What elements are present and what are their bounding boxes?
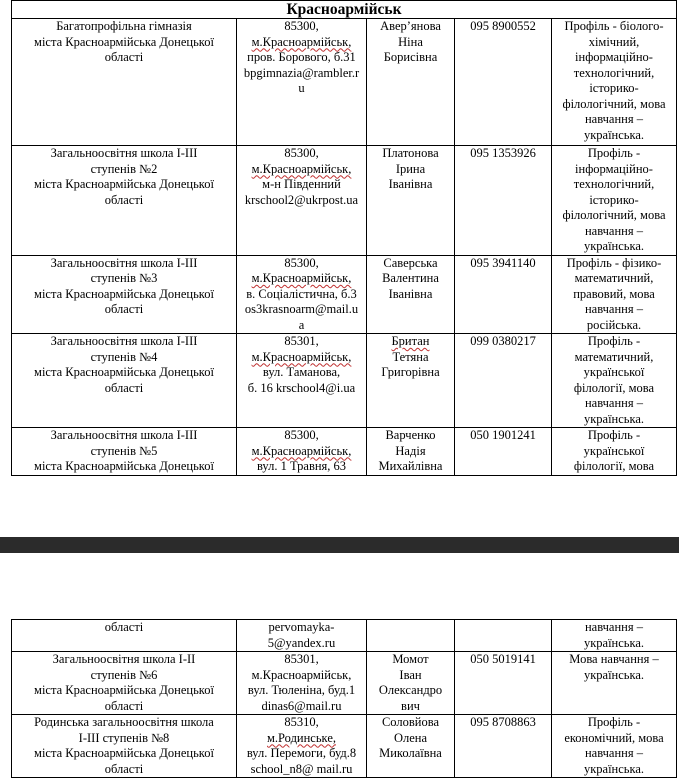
cell-text-line: в. Соціалістична, б.3 (246, 286, 357, 301)
cell-text-line: u (298, 81, 305, 95)
cell-text-line: Ніна (398, 34, 423, 49)
cell-text-line: області (104, 192, 144, 207)
cell-text-line: Британ (391, 334, 430, 348)
cell-text-line: українська. (583, 667, 645, 682)
profile-cell (552, 715, 677, 778)
cell-text-line: м.Красноармійськ, (251, 161, 352, 176)
cell-text-line: філології, мова (573, 380, 655, 395)
cell-text-line: krschool2@ukrpost.ua (244, 192, 359, 207)
cell-text-line: 85301, (284, 334, 319, 348)
cell-text-line: м-н Південний (262, 177, 341, 191)
school-name-cell (12, 428, 237, 476)
cell-text-line: Профіль - (587, 715, 641, 729)
address-cell (237, 652, 367, 715)
cell-text-line: вул. Перемоги, буд.8 (246, 746, 357, 760)
director-cell (367, 19, 455, 146)
cell-text-line: Авер’янова (380, 19, 441, 33)
cell-text-line: міста Красноармійська Донецької (34, 746, 214, 760)
cell-text-line: Профіль - (587, 428, 641, 442)
cell-text-line: ступенів №3 (90, 271, 158, 285)
cell-text-line: Профіль - (587, 146, 641, 160)
director-cell (367, 146, 455, 256)
cell-text-line: м.Красноармійськ, (251, 667, 352, 682)
phone-cell (455, 620, 552, 652)
cell-text-line: Ірина (395, 161, 426, 176)
city-header: Красноармійськ (12, 1, 677, 19)
school-name-cell (12, 334, 237, 428)
cell-text-line: 85310, (284, 715, 319, 729)
director-cell (367, 428, 455, 476)
cell-text-line: ступенів №2 (90, 161, 158, 176)
cell-text-line: навчання – (584, 302, 643, 316)
cell-text-line: філологічний, мова (562, 208, 666, 222)
cell-text-line: математичний, (574, 271, 654, 285)
table-row (12, 428, 677, 476)
table-row (12, 19, 677, 146)
cell-text-line: міста Красноармійська Донецької (34, 683, 214, 697)
cell-text-line: Загальноосвітня школа І-ІІ (52, 652, 196, 666)
address-cell (237, 715, 367, 778)
cell-text-line: Миколаївна (379, 746, 442, 760)
cell-text-line: Валентина (382, 271, 439, 285)
cell-text-line: Саверська (383, 255, 438, 270)
cell-text-line: навчання – (584, 620, 643, 634)
table-row (12, 715, 677, 778)
cell-text-line: Загальноосвітня школа І-ІІІ (50, 334, 198, 348)
cell-text-line: м.Красноармійськ, (251, 349, 352, 364)
cell-text-line: області (104, 698, 144, 713)
cell-text-line: 85301, (284, 652, 319, 666)
cell-text-line: вул. Таманова, (262, 365, 341, 379)
table-row (12, 334, 677, 428)
school-name-cell (12, 255, 237, 334)
cell-text-line: ступенів №5 (90, 443, 158, 458)
cell-text-line: bpgimnazia@rambler.r (243, 65, 360, 80)
school-name-cell (12, 652, 237, 715)
phone-cell: 095 8900552 (455, 19, 552, 146)
address-cell (237, 334, 367, 428)
cell-text-line: навчання – (584, 112, 643, 126)
cell-text-line: інформаційно- (575, 50, 653, 64)
school-name-cell (12, 146, 237, 256)
cell-text-line: pervomayka- (268, 620, 335, 634)
cell-text-line: української (583, 443, 645, 458)
cell-text-line: українська. (583, 127, 645, 142)
phone-cell: 050 5019141 (455, 652, 552, 715)
cell-text-line: економічний, мова (564, 730, 664, 745)
cell-text-line: міста Красноармійська Донецької (34, 459, 214, 473)
cell-text-line: вич (401, 698, 420, 713)
cell-text-line: хімічний, (588, 34, 640, 49)
cell-text-line: українська. (583, 635, 645, 650)
cell-text-line: Платонова (382, 146, 439, 160)
address-cell (237, 255, 367, 334)
cell-text-line: м.Красноармійськ, (251, 34, 352, 49)
profile-cell (552, 652, 677, 715)
cell-text-line: Мова навчання – (569, 652, 659, 666)
cell-text-line: І-ІІІ ступенів №8 (78, 730, 170, 745)
cell-text-line: Олександро (378, 683, 443, 697)
cell-text-line: 5@yandex.ru (267, 635, 336, 650)
cell-text-line: Григорівна (381, 365, 440, 379)
cell-text-line: Іван (399, 667, 422, 682)
cell-text-line: Олена (393, 730, 428, 745)
director-cell (367, 334, 455, 428)
profile-cell (552, 334, 677, 428)
director-cell (367, 620, 455, 652)
cell-text-line: навчання – (584, 223, 643, 238)
cell-text-line: Багатопрофільна гімназія (56, 19, 192, 33)
cell-text-line: м.Красноармійськ, (251, 271, 352, 285)
cell-text-line: міста Красноармійська Донецької (34, 286, 214, 301)
cell-text-line: м.Родинське, (267, 730, 336, 745)
cell-text-line: Профіль - фізико- (566, 255, 662, 270)
profile-cell (552, 428, 677, 476)
cell-text-line: Загальноосвітня школа І-ІІІ (50, 255, 198, 270)
cell-text-line: області (104, 761, 144, 776)
profile-cell (552, 620, 677, 652)
cell-text-line: Профіль - (587, 334, 641, 348)
address-cell (237, 146, 367, 256)
cell-text-line: Іванівна (388, 177, 433, 191)
cell-text-line: області (104, 302, 144, 316)
cell-text-line: ступенів №6 (90, 667, 158, 682)
cell-text-line: області (104, 380, 144, 395)
cell-text-line: технологічний, (573, 65, 655, 80)
cell-text-line: області (104, 620, 144, 634)
director-cell (367, 715, 455, 778)
cell-text-line: Профіль - біолого- (564, 19, 664, 33)
city-header-row (12, 1, 677, 19)
cell-text-line: історико- (589, 81, 639, 95)
cell-text-line: os3krasnoarm@mail.u (244, 302, 359, 316)
cell-text-line: пров. Борового, б.31 (247, 50, 356, 64)
schools-table-page-1 (11, 0, 677, 476)
cell-text-line: Момот (392, 652, 429, 666)
profile-cell (552, 19, 677, 146)
cell-text-line: математичний, (574, 349, 654, 364)
cell-text-line: міста Красноармійська Донецької (34, 34, 214, 49)
schools-table-page-2 (11, 619, 677, 778)
cell-text-line: технологічний, (573, 177, 655, 191)
cell-text-line: Надія (395, 443, 426, 458)
cell-text-line: Соловйова (381, 715, 440, 729)
phone-cell: 095 1353926 (455, 146, 552, 256)
school-name-cell (12, 715, 237, 778)
cell-text-line: навчання – (584, 396, 643, 410)
cell-text-line: вул. Тюленіна, буд.1 (247, 683, 356, 697)
phone-cell: 099 0380217 (455, 334, 552, 428)
cell-text-line: навчання – (584, 746, 643, 760)
address-cell (237, 620, 367, 652)
cell-text-line: school_n8@ mail.ru (250, 761, 353, 776)
cell-text-line: філологічний, мова (562, 96, 666, 111)
table-row (12, 146, 677, 256)
director-cell (367, 652, 455, 715)
cell-text-line: 85300, (284, 428, 319, 442)
cell-text-line: Тетяна (392, 349, 429, 364)
cell-text-line: області (104, 50, 144, 64)
phone-cell: 050 1901241 (455, 428, 552, 476)
cell-text-line: Борисівна (383, 50, 438, 64)
cell-text-line: ступенів №4 (90, 349, 158, 364)
cell-text-line: Родинська загальноосвітня школа (34, 715, 214, 729)
cell-text-line: a (298, 317, 305, 332)
cell-text-line: 85300, (284, 146, 319, 160)
cell-text-line: dinas6@mail.ru (261, 698, 342, 713)
cell-text-line: української (583, 365, 645, 379)
cell-text-line: м.Красноармійськ, (251, 443, 352, 458)
table-row (12, 255, 677, 334)
cell-text-line: російська. (586, 317, 642, 332)
director-cell (367, 255, 455, 334)
cell-text-line: українська. (583, 411, 645, 426)
cell-text-line: б. 16 krschool4@i.ua (247, 380, 356, 395)
phone-cell: 095 3941140 (455, 255, 552, 334)
phone-cell: 095 8708863 (455, 715, 552, 778)
cell-text-line: Загальноосвітня школа І-ІІІ (50, 428, 198, 442)
school-name-cell (12, 620, 237, 652)
cell-text-line: міста Красноармійська Донецької (34, 365, 214, 379)
cell-text-line: Варченко (385, 428, 436, 442)
address-cell (237, 19, 367, 146)
profile-cell (552, 255, 677, 334)
school-name-cell (12, 19, 237, 146)
cell-text-line: філології, мова (573, 459, 655, 473)
page-separator (0, 537, 679, 553)
profile-cell (552, 146, 677, 256)
table-row (12, 620, 677, 652)
cell-text-line: історико- (589, 192, 639, 207)
cell-text-line: 85300, (284, 255, 319, 270)
table-row (12, 652, 677, 715)
cell-text-line: Михайлівна (378, 459, 443, 473)
address-cell (237, 428, 367, 476)
cell-text-line: міста Красноармійська Донецької (34, 177, 214, 191)
cell-text-line: правовий, мова (573, 286, 655, 301)
cell-text-line: інформаційно- (575, 161, 653, 176)
cell-text-line: Іванівна (388, 286, 433, 301)
cell-text-line: Загальноосвітня школа І-ІІІ (50, 146, 198, 160)
cell-text-line: 85300, (284, 19, 319, 33)
cell-text-line: вул. 1 Травня, 63 (256, 459, 347, 473)
cell-text-line: українська. (583, 761, 645, 776)
cell-text-line: українська. (583, 239, 645, 253)
